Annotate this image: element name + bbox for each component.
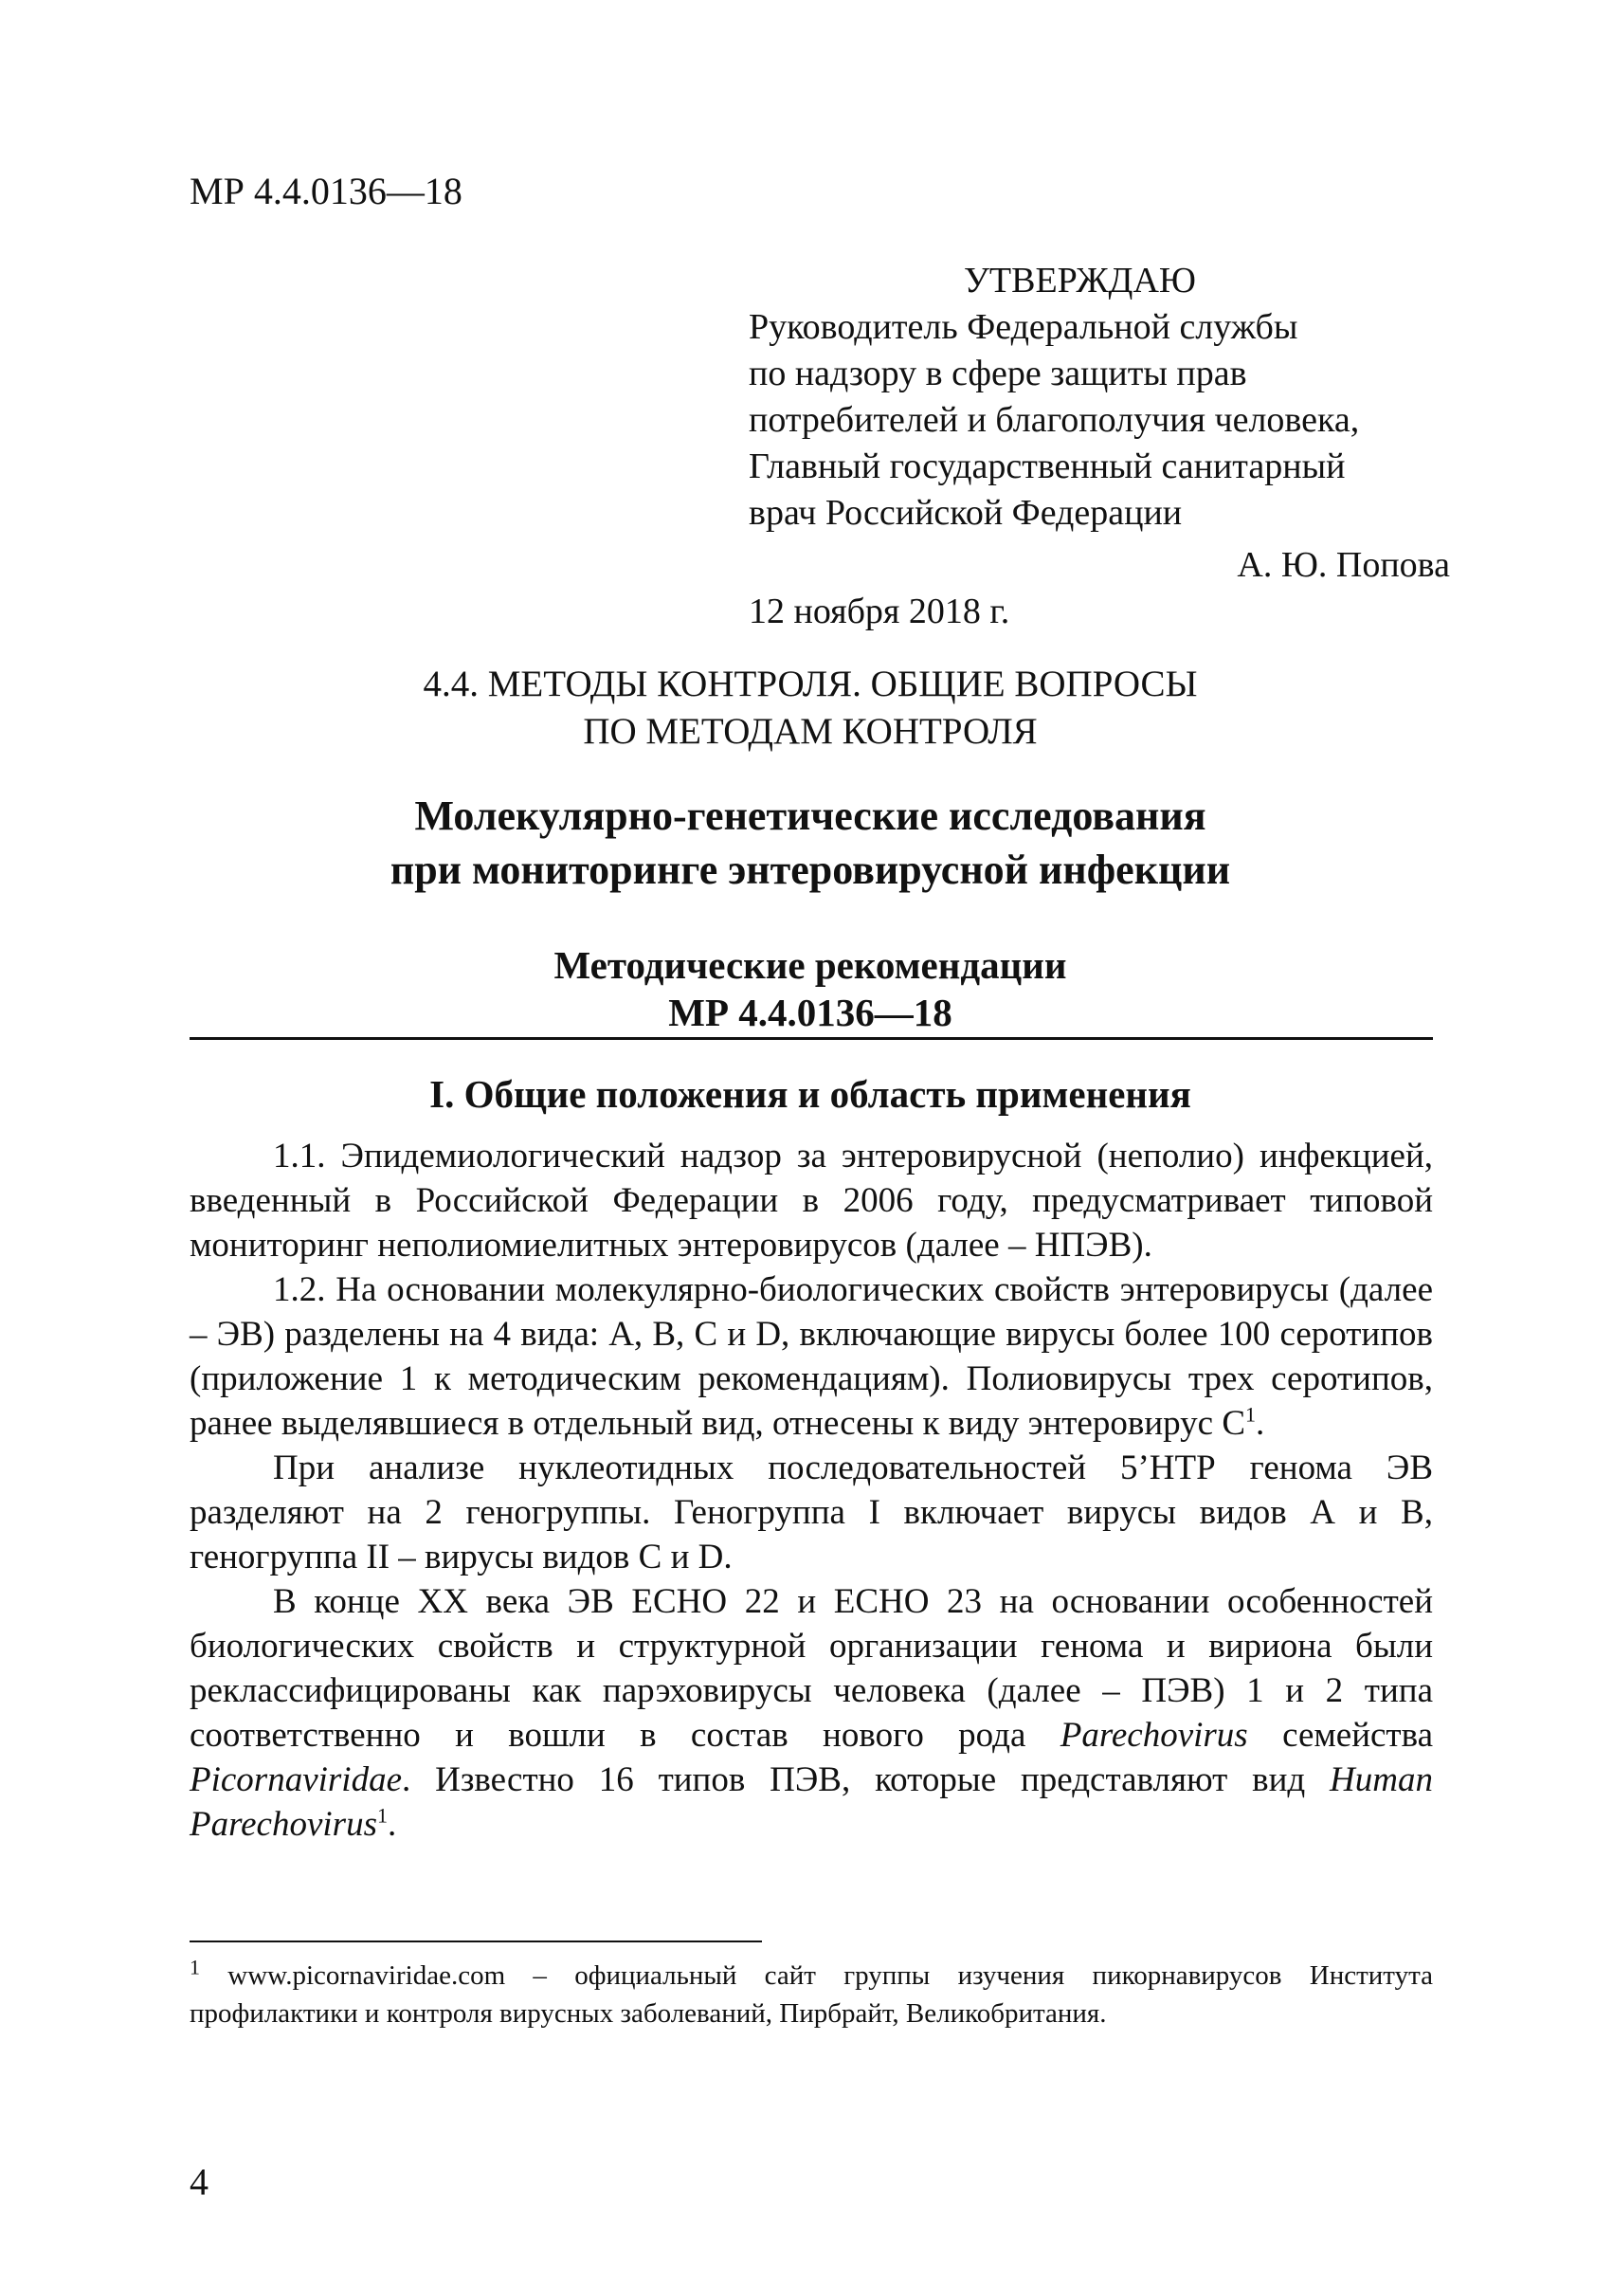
footnote-text: www.picornaviridae.com – официальный сайт группы изучения пикорнавирусов Института профилактики и контроля вирусных заболеваний, Пирбрайт, Великобритания. bbox=[190, 1960, 1433, 2029]
footnote bbox=[190, 1957, 1433, 2032]
paragraph: 1.1. Эпидемиологический надзор за энтеровирусной (неполио) инфекцией, введенный в Российской Федерации в 2006 году, предусматривает типовой мониторинг неполиомиелитных энтеровирусов (далее – НПЭВ). bbox=[190, 1137, 1433, 1265]
species-name: Human Parechovirus bbox=[190, 1760, 1433, 1844]
approval-date: 12 ноября 2018 г. bbox=[749, 592, 1010, 631]
family-name: Picornaviridae bbox=[190, 1760, 403, 1799]
approval-signer: А. Ю. Попова bbox=[1237, 545, 1450, 585]
document-title-line: при мониторинге энтеровирусной инфекции bbox=[390, 847, 1231, 893]
footnote-mark: 1 bbox=[190, 1955, 200, 1979]
chapter-heading: I. Общие положения и область применения bbox=[429, 1072, 1191, 1116]
approval-line: потребителей и благополучия человека, bbox=[749, 400, 1360, 440]
document-subtitle-line: МР 4.4.0136—18 bbox=[668, 991, 952, 1034]
section-heading-line: ПО МЕТОДАМ КОНТРОЛЯ bbox=[583, 711, 1038, 752]
page-number: 4 bbox=[190, 2160, 208, 2203]
paragraph: В конце ХХ века ЭВ ЕСНО 22 и ЕСНО 23 на основании особенностей биологических свойств и структурной организации генома и вириона были реклассифицированы как парэховирусы человека (далее – ПЭВ) 1 и 2 типа соответственно и вошли в состав нового рода Parechovirus семейства Picornaviridae. Известно 16 типов ПЭВ, которые представляют вид Human Parechovirus$^1$. bbox=[190, 1582, 1434, 1844]
paragraph: 1.2. На основании молекулярно-биологических свойств энтеровирусы (далее – ЭВ) разделены на 4 вида: А, В, С и D, включающие вирусы более 100 серотипов (приложение 1 к методическим рекомендациям). Полиовирусы трех серотипов, ранее выделявшиеся в отдельный вид, отнесены к виду энтеровирус $С^1$. bbox=[190, 1270, 1433, 1443]
approval-line: Руководитель Федеральной службы bbox=[749, 307, 1298, 347]
genus-name: Parechovirus bbox=[1060, 1716, 1248, 1755]
footnote-ref: 1 bbox=[1245, 1402, 1256, 1427]
footnote-divider bbox=[190, 1941, 762, 1942]
document-title bbox=[190, 789, 1431, 897]
approval-title: УТВЕРЖДАЮ bbox=[964, 261, 1196, 301]
document-title-line: Молекулярно-генетические исследования bbox=[414, 793, 1206, 839]
approval-block bbox=[749, 258, 1450, 635]
section-heading-line: 4.4. МЕТОДЫ КОНТРОЛЯ. ОБЩИЕ ВОПРОСЫ bbox=[423, 664, 1198, 704]
document-subtitle-line: Методические рекомендации bbox=[553, 943, 1067, 987]
document-id: МР 4.4.0136—18 bbox=[190, 170, 462, 212]
approval-line: по надзору в сфере защиты прав bbox=[749, 354, 1247, 393]
approval-line: врач Российской Федерации bbox=[749, 493, 1183, 533]
title-divider bbox=[190, 1037, 1433, 1040]
section-heading bbox=[190, 661, 1431, 756]
footnote-ref: 1 bbox=[376, 1803, 388, 1828]
body-text bbox=[190, 1134, 1433, 1847]
approval-line: Главный государственный санитарный bbox=[749, 446, 1346, 486]
paragraph: При анализе нуклеотидных последовательностей 5’НТР генома ЭВ разделяют на 2 геногруппы. Геногруппа I включает вирусы видов А и В, геногруппа II – вирусы видов С и D. bbox=[190, 1449, 1433, 1576]
document-subtitle bbox=[190, 941, 1431, 1036]
